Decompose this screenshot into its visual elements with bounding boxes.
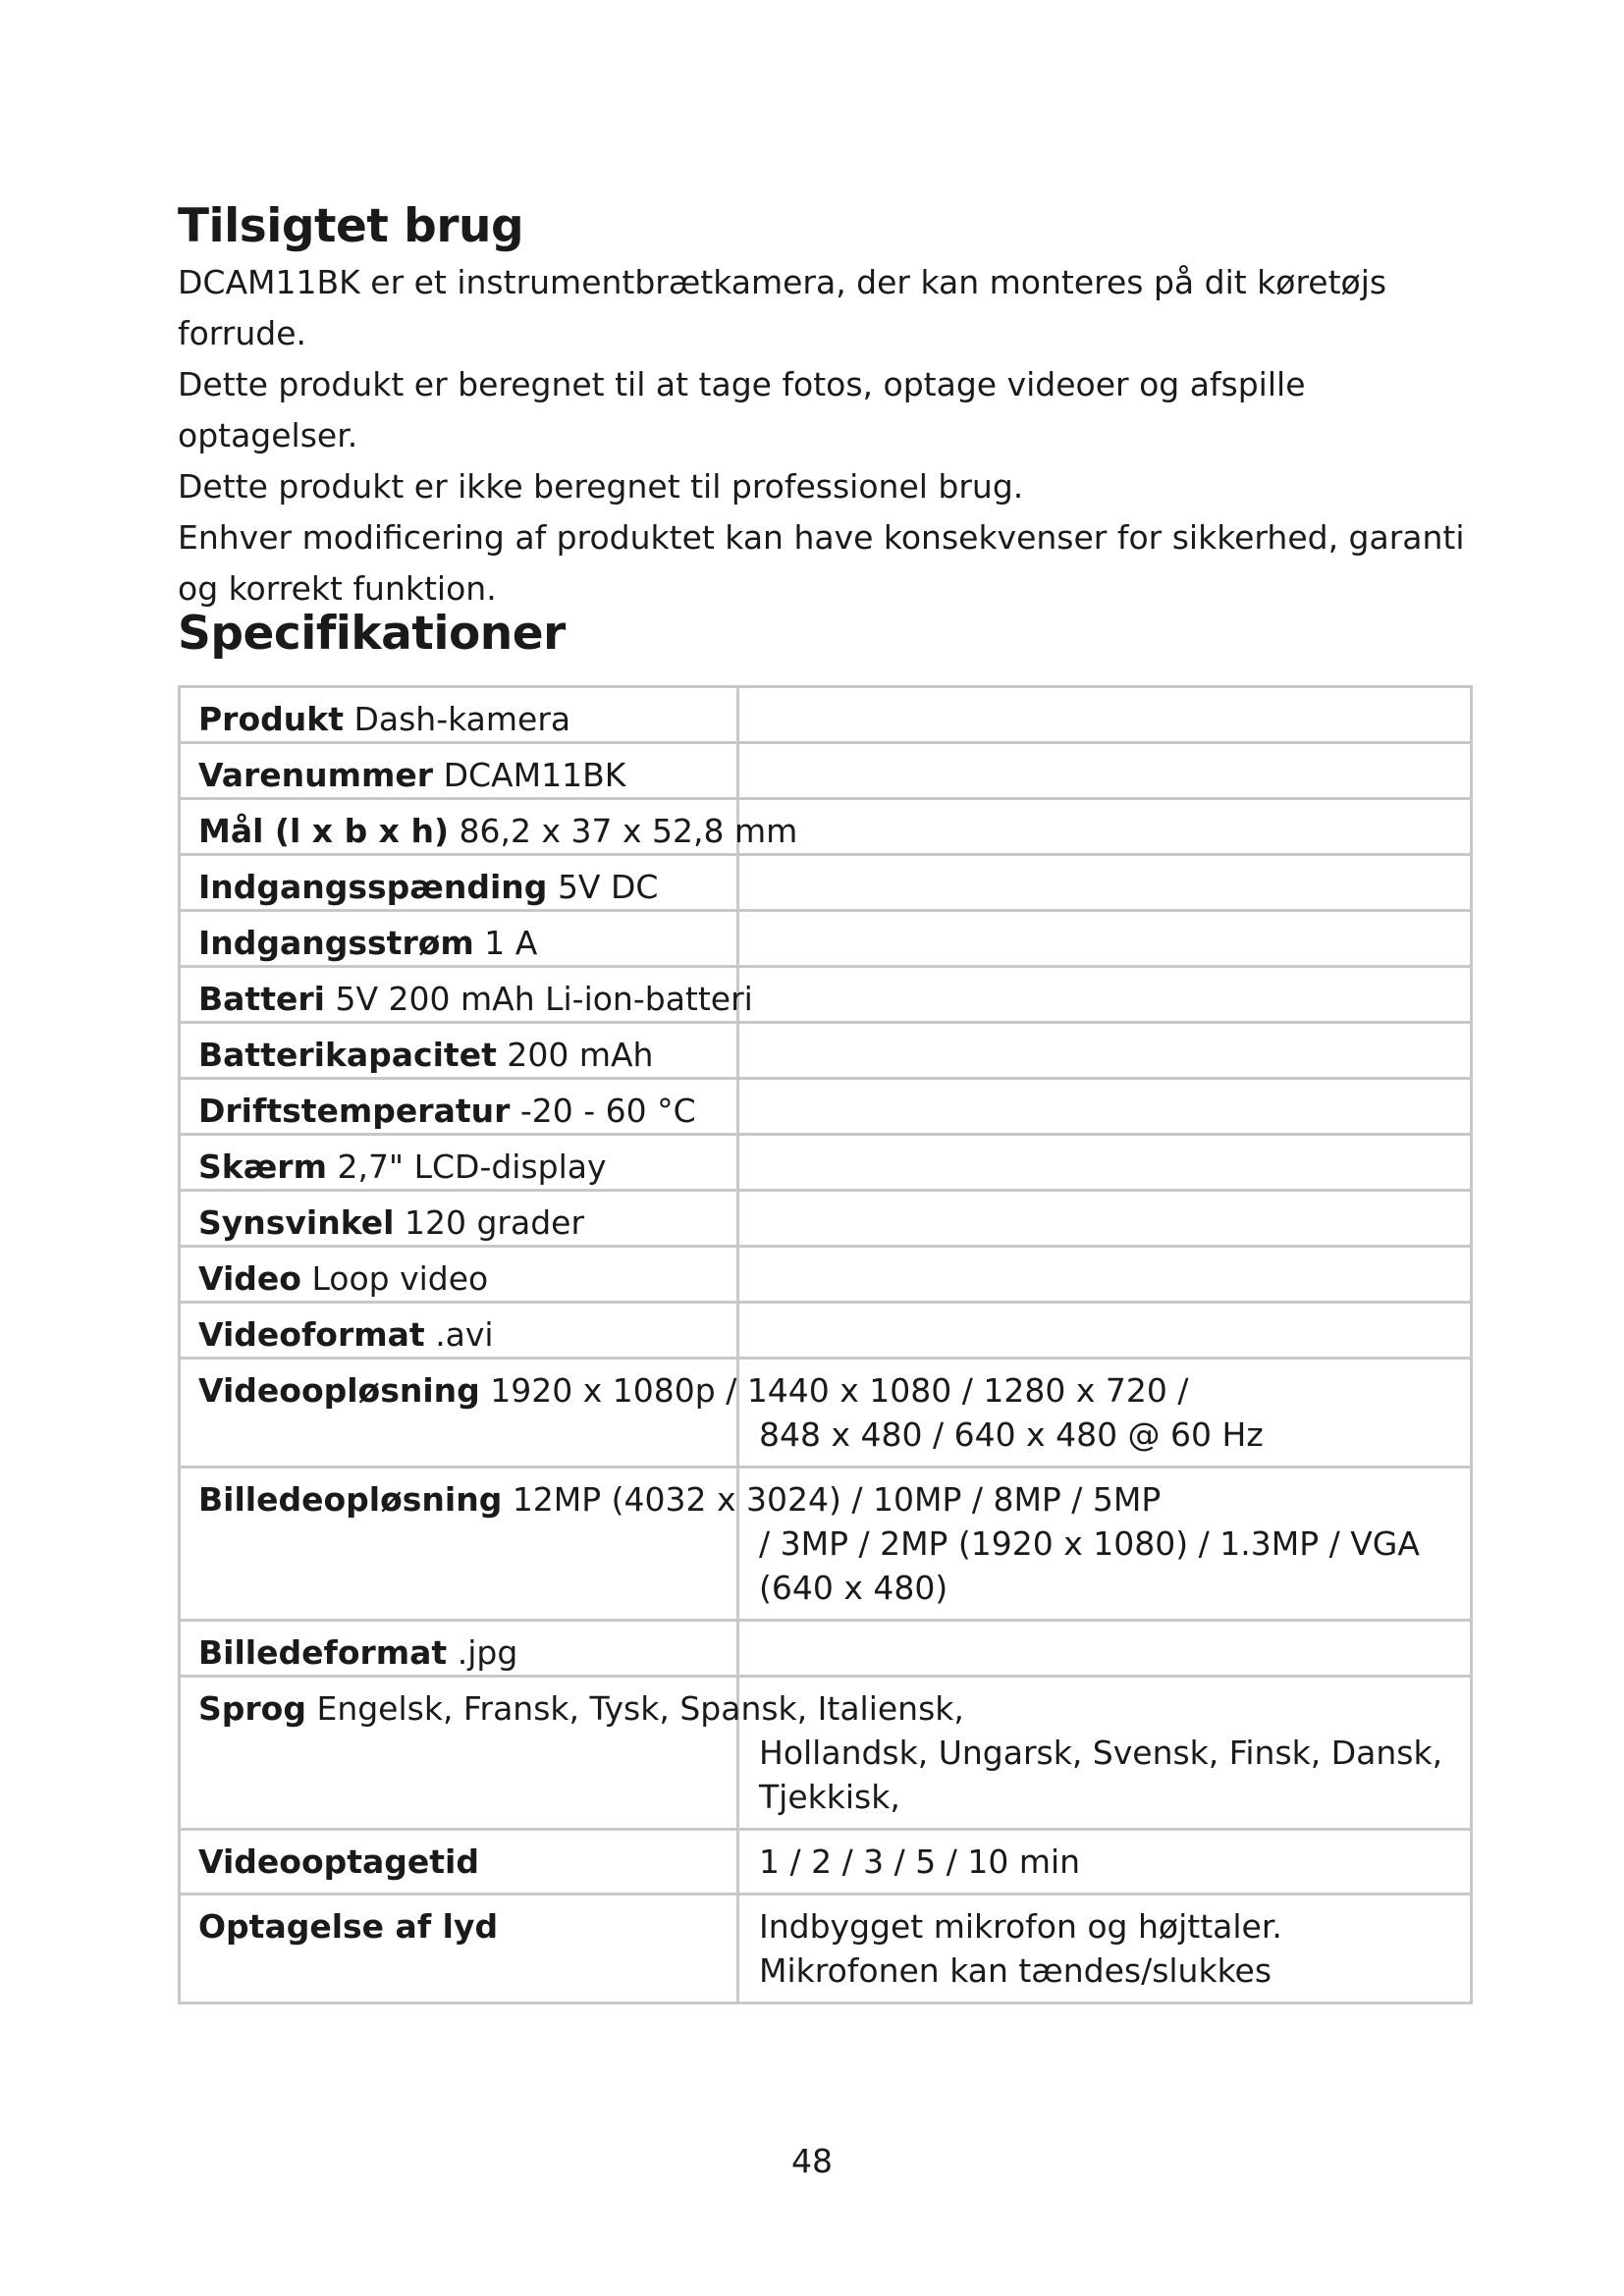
spec-value-continued: 1 / 2 / 3 / 5 / 10 min [759, 1842, 1081, 1881]
spec-value: 1 A [484, 924, 538, 962]
spec-value-cell [738, 911, 1472, 967]
spec-label-cell [180, 1303, 738, 1359]
spec-value-continued: / 3MP / 2MP (1920 x 1080) / 1.3MP / VGA (640 x 480) [759, 1524, 1420, 1607]
spec-label-cell [180, 1023, 738, 1079]
spec-label-cell [180, 1677, 964, 1830]
spec-value: 120 grader [404, 1203, 585, 1242]
spec-row [180, 1468, 1472, 1621]
spec-label: Batterikapacitet [198, 1036, 497, 1074]
spec-label-cell [180, 1135, 738, 1191]
spec-value-continued: Hollandsk, Ungarsk, Svensk, Finsk, Dansk, Tjekkisk, [759, 1734, 1443, 1816]
spec-label-cell [180, 687, 738, 743]
spec-label-cell [180, 1247, 738, 1303]
spec-row [180, 1895, 1472, 2003]
spec-value: 2,7" LCD-display [337, 1148, 607, 1186]
spec-label: Videoformat [198, 1315, 425, 1354]
spec-label: Varenummer [198, 756, 434, 794]
spec-label-cell [180, 799, 798, 855]
section-heading-intended-use: Tilsigtet brug [178, 199, 524, 253]
spec-row [180, 1191, 1472, 1247]
spec-value-cell [738, 1079, 1472, 1135]
spec-label: Driftstemperatur [198, 1092, 511, 1130]
page-number: 48 [791, 2142, 833, 2180]
spec-value-continued: Indbygget mikrofon og højttaler. Mikrofonen kan tændes/slukkes [759, 1907, 1282, 1990]
spec-value-cell [738, 687, 1472, 743]
spec-label: Videoopløsning [198, 1371, 480, 1410]
spec-value: 5V 200 mAh Li-ion-batteri [335, 980, 753, 1018]
section-heading-specifications: Specifikationer [178, 607, 566, 661]
spec-value: Engelsk, Fransk, Tysk, Spansk, Italiensk, [316, 1689, 964, 1728]
spec-value: 200 mAh [507, 1036, 654, 1074]
spec-value-cell [738, 1247, 1472, 1303]
spec-label-cell [180, 1621, 738, 1677]
spec-value-cell [738, 967, 1472, 1023]
spec-label-cell [180, 967, 753, 1023]
spec-value: .jpg [457, 1633, 518, 1672]
spec-row [180, 1359, 1472, 1468]
spec-value: 1920 x 1080p / 1440 x 1080 / 1280 x 720 / [490, 1371, 1189, 1410]
spec-label: Optagelse af lyd [198, 1907, 499, 1946]
spec-label-cell [180, 743, 738, 799]
spec-label-cell [180, 855, 738, 911]
spec-row [180, 1830, 1472, 1895]
spec-label: Videooptagetid [198, 1842, 479, 1881]
spec-label: Skærm [198, 1148, 327, 1186]
spec-label-cell [180, 1191, 738, 1247]
intended-use-paragraph: Dette produkt er ikke beregnet til professionel brug. [178, 467, 1024, 506]
spec-row [180, 911, 1472, 967]
spec-value-cell [738, 1023, 1472, 1079]
spec-label: Mål (l x b x h) [198, 812, 450, 850]
spec-value-cell [738, 1191, 1472, 1247]
spec-label: Indgangsstrøm [198, 924, 474, 962]
spec-label-cell [180, 1079, 738, 1135]
spec-row [180, 1135, 1472, 1191]
intended-use-paragraph: Dette produkt er beregnet til at tage fotos, optage videoer og afspille optagelser. [178, 365, 1306, 454]
spec-value-cell [738, 743, 1472, 799]
spec-value-cell [738, 1830, 1472, 1895]
spec-label-cell [180, 1830, 738, 1895]
spec-value: Dash-kamera [353, 700, 571, 738]
spec-label: Video [198, 1259, 301, 1298]
spec-label: Sprog [198, 1689, 306, 1728]
spec-label: Batteri [198, 980, 325, 1018]
spec-label: Billedeopløsning [198, 1480, 503, 1519]
spec-value-cell [738, 855, 1472, 911]
spec-row [180, 1303, 1472, 1359]
spec-value-cell [738, 1621, 1472, 1677]
spec-row [180, 1621, 1472, 1677]
spec-label: Indgangsspænding [198, 868, 548, 906]
spec-label: Synsvinkel [198, 1203, 395, 1242]
intended-use-text [178, 257, 1493, 614]
spec-label: Billedeformat [198, 1633, 448, 1672]
intended-use-paragraph: DCAM11BK er et instrumentbrætkamera, der kan monteres på dit køretøjs forrude. [178, 263, 1387, 352]
spec-row [180, 687, 1472, 743]
spec-value: -20 - 60 °C [519, 1092, 696, 1130]
spec-value-cell [738, 1895, 1472, 2003]
spec-value-cell [738, 799, 1472, 855]
spec-value: 5V DC [557, 868, 659, 906]
spec-value: DCAM11BK [443, 756, 626, 794]
spec-label: Produkt [198, 700, 344, 738]
spec-row [180, 1677, 1472, 1830]
spec-value: Loop video [311, 1259, 489, 1298]
spec-row [180, 1247, 1472, 1303]
spec-label-cell [180, 1895, 738, 2003]
spec-label-cell [180, 911, 738, 967]
spec-value-continued: 848 x 480 / 640 x 480 @ 60 Hz [759, 1415, 1264, 1454]
spec-value: 12MP (4032 x 3024) / 10MP / 8MP / 5MP [512, 1480, 1162, 1519]
spec-value: 86,2 x 37 x 52,8 mm [459, 812, 798, 850]
spec-value-cell [738, 1135, 1472, 1191]
spec-row [180, 967, 1472, 1023]
spec-row [180, 855, 1472, 911]
specifications-table [178, 685, 1473, 2004]
spec-row [180, 1023, 1472, 1079]
spec-value-cell [738, 1303, 1472, 1359]
spec-row [180, 743, 1472, 799]
spec-value: .avi [435, 1315, 494, 1354]
spec-row [180, 799, 1472, 855]
spec-row [180, 1079, 1472, 1135]
intended-use-paragraph: Enhver modificering af produktet kan have konsekvenser for sikkerhed, garanti og korrekt funktion. [178, 518, 1465, 608]
